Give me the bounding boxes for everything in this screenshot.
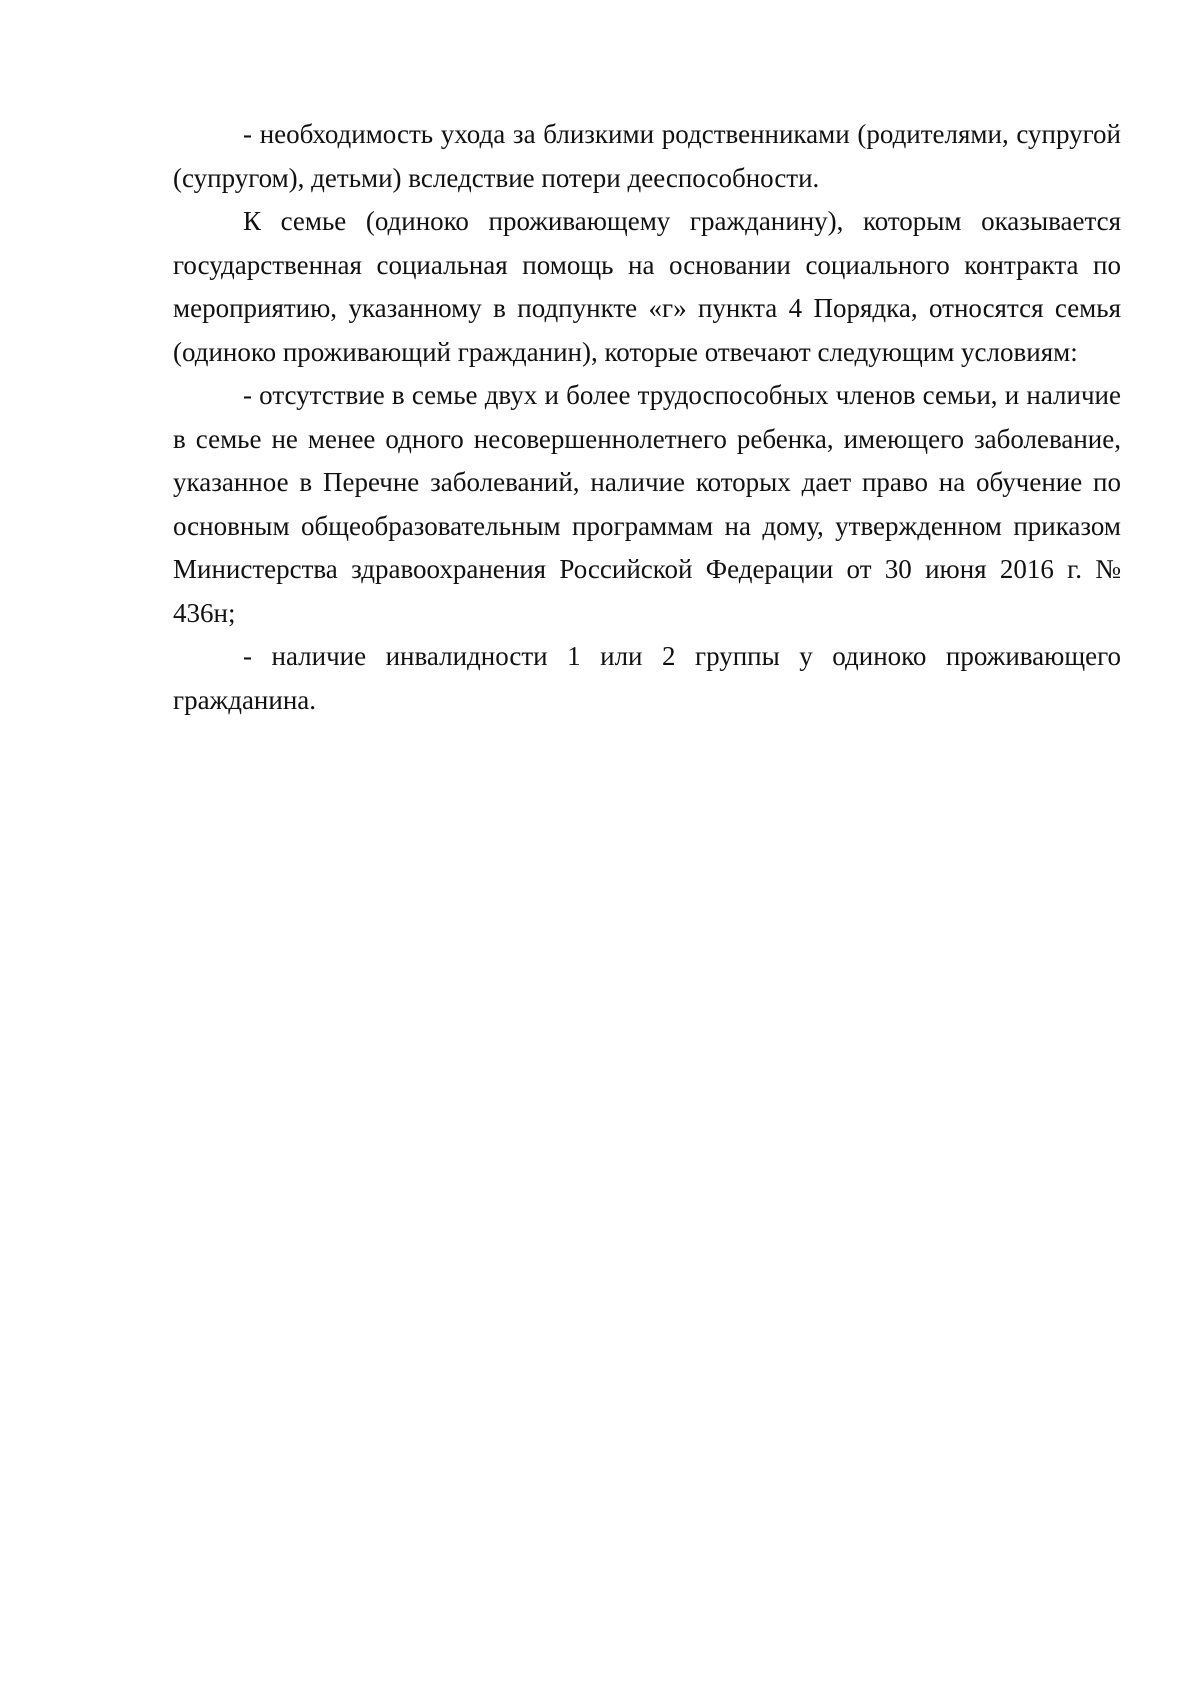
paragraph-family-conditions: К семье (одиноко проживающему гражданину), которым оказывается государственная социальная помощь на основании социального контракта по мероприятию, указанному в подпункте «г» пункта 4 Порядка, относятся семья (одиноко проживающий гражданин), которые отвечают следующим условиям:: [173, 206, 1121, 367]
paragraph-disability: - наличие инвалидности 1 или 2 группы у одиноко проживающего гражданина.: [173, 641, 1121, 715]
paragraph-care-need: - необходимость ухода за близкими родственниками (родителями, супругой (супругом), детьми) вследствие потери дееспособности.: [173, 119, 1121, 193]
paragraph-child-illness: - отсутствие в семье двух и более трудоспособных членов семьи, и наличие в семье не менее одного несовершеннолетнего ребенка, имеющего заболевание, указанное в Перечне заболеваний, наличие которых дает право на обучение по основным общеобразовательным программам на дому, утвержденном приказом Министерства здравоохранения Российской Федерации от 30 июня 2016 г. № 436н;: [173, 380, 1121, 628]
document-body: [173, 113, 1121, 722]
